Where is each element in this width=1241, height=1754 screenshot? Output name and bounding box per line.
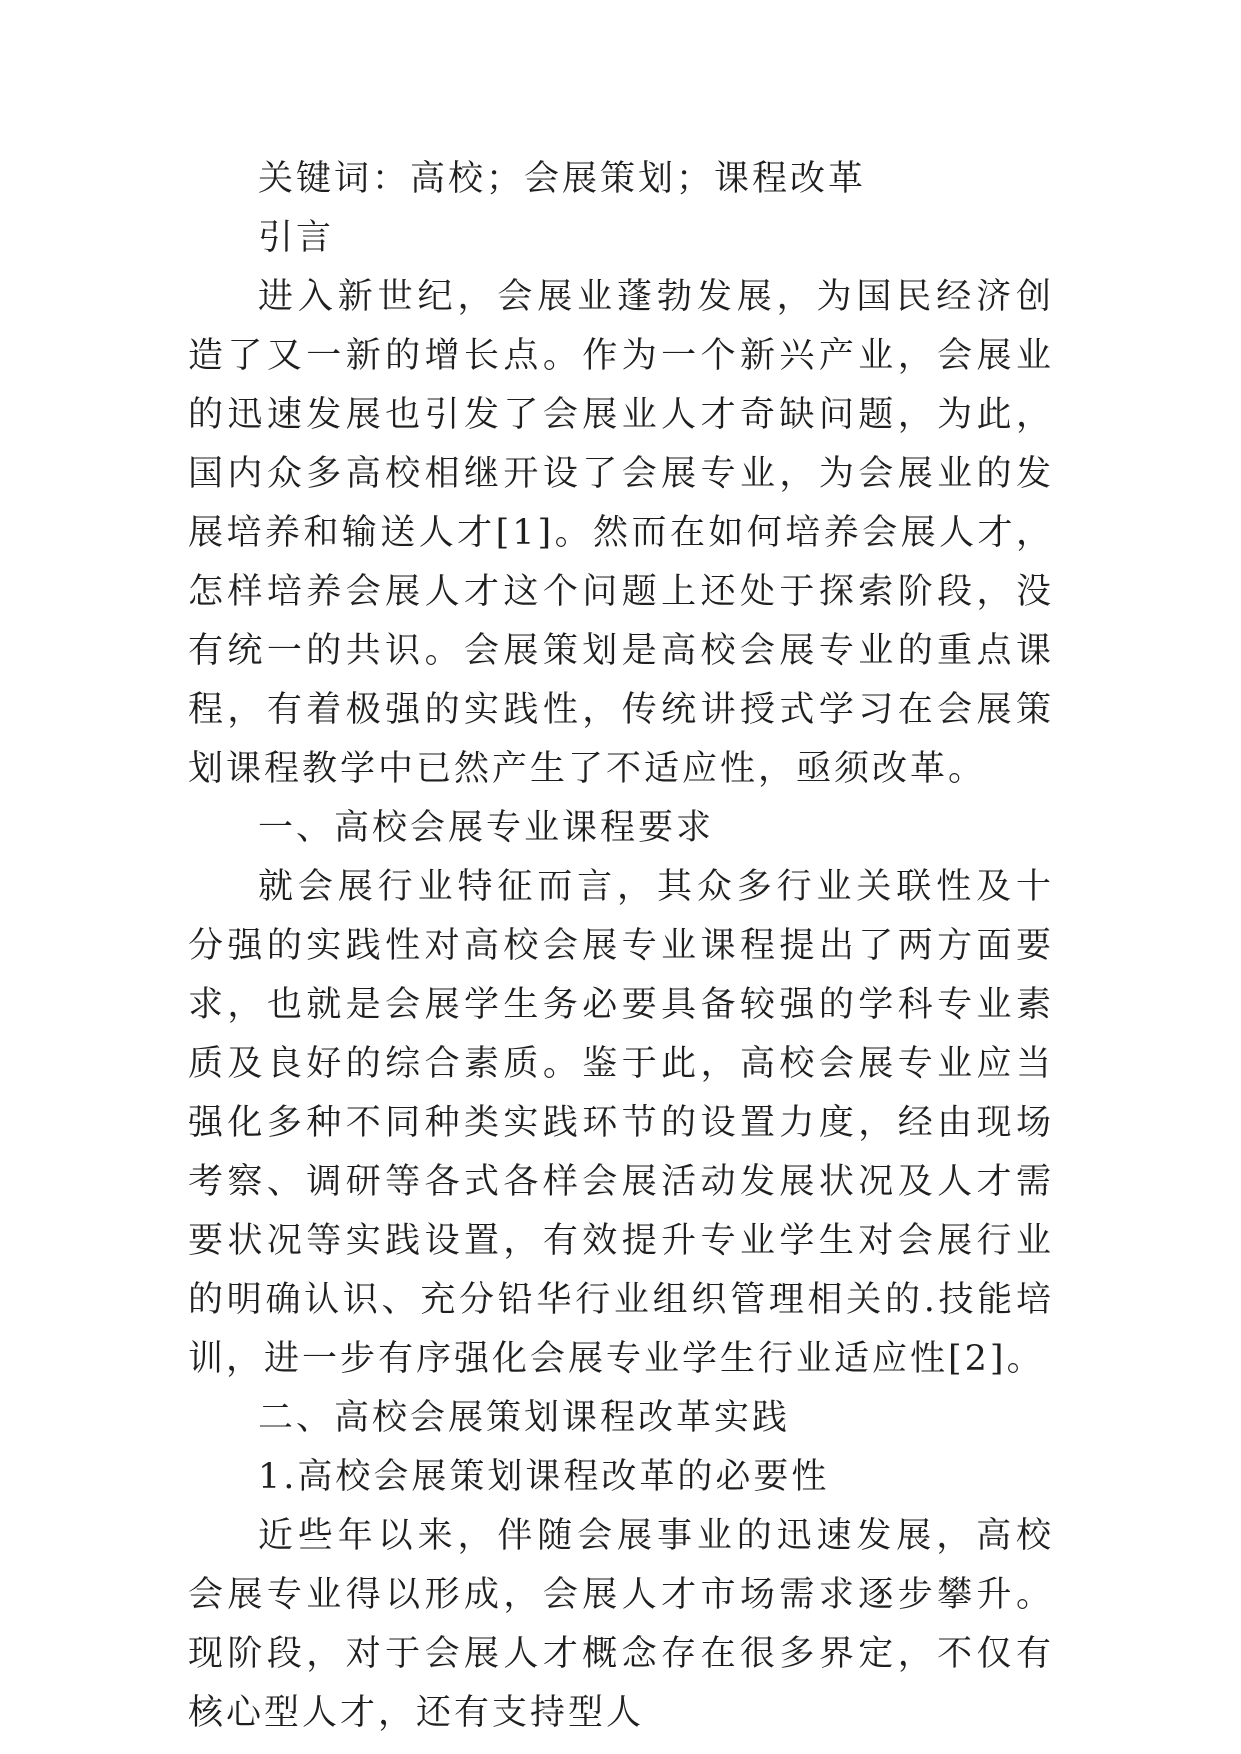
subsection-1-heading: 1.高校会展策划课程改革的必要性 xyxy=(258,1457,830,1497)
document-body xyxy=(188,150,1054,1743)
keywords-line: 关键词：高校；会展策划；课程改革 xyxy=(258,159,867,199)
section-2-heading: 二、高校会展策划课程改革实践 xyxy=(258,1398,791,1438)
intro-paragraph: 进入新世纪，会展业蓬勃发展，为国民经济创造了又一新的增长点。作为一个新兴产业，会展业的迅速发展也引发了会展业人才奇缺问题，为此，国内众多高校相继开设了会展专业，为会展业的发展培养和输送人才[1]。然而在如何培养会展人才，怎样培养会展人才这个问题上还处于探索阶段，没有统一的共识。会展策划是高校会展专业的重点课程，有着极强的实践性，传统讲授式学习在会展策划课程教学中已然产生了不适应性，亟须改革。 xyxy=(188,277,1054,789)
section-1-paragraph: 就会展行业特征而言，其众多行业关联性及十分强的实践性对高校会展专业课程提出了两方面要求，也就是会展学生务必要具备较强的学科专业素质及良好的综合素质。鉴于此，高校会展专业应当强化多种不同种类实践环节的设置力度，经由现场考察、调研等各式各样会展活动发展状况及人才需要状况等实践设置，有效提升专业学生对会展行业的明确认识、充分铅华行业组织管理相关的.技能培训，进一步有序强化会展专业学生行业适应性[2]。 xyxy=(188,867,1054,1379)
subsection-1-paragraph: 近些年以来，伴随会展事业的迅速发展，高校会展专业得以形成，会展人才市场需求逐步攀升。现阶段，对于会展人才概念存在很多界定，不仅有核心型人才，还有支持型人 xyxy=(188,1516,1054,1733)
intro-heading: 引言 xyxy=(258,218,335,258)
section-1-heading: 一、高校会展专业课程要求 xyxy=(258,808,715,848)
